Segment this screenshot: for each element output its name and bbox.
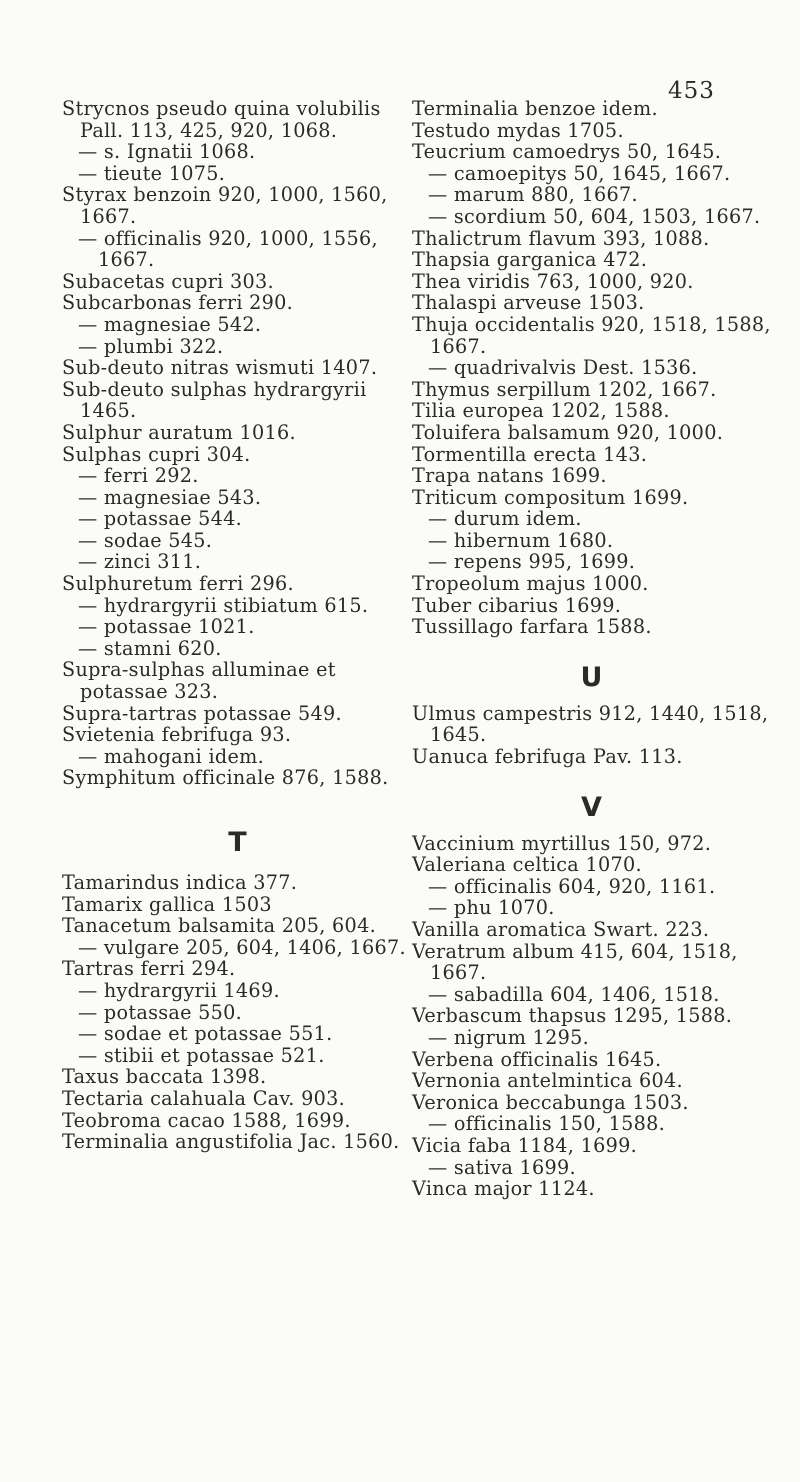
index-entry: Veronica beccabunga 1503. <box>412 1090 689 1114</box>
index-entry: — s. Ignatii 1068. <box>78 140 256 164</box>
index-entry: Testudo mydas 1705. <box>412 118 624 142</box>
index-entry: Vernonia antelmintica 604. <box>412 1069 683 1093</box>
index-entry: Sub-deuto nitras wismuti 1407. <box>62 356 378 380</box>
index-entry: — hibernum 1680. <box>428 528 614 552</box>
page-number: 453 <box>668 78 715 104</box>
index-entry: Verbena officinalis 1645. <box>412 1047 662 1071</box>
index-entry: — ferri 292. <box>78 464 199 488</box>
index-entry: — quadrivalvis Dest. 1536. <box>428 356 698 380</box>
index-entry: Thalaspi arveuse 1503. <box>412 291 645 315</box>
index-entry: Teucrium camoedrys 50, 1645. <box>412 140 722 164</box>
index-entry: Vicia faba 1184, 1699. <box>412 1133 637 1157</box>
index-entry: Thymus serpillum 1202, 1667. <box>412 377 717 401</box>
index-entry: Verbascum thapsus 1295, 1588. <box>412 1004 733 1028</box>
index-entry: Tamarindus indica 377. <box>62 871 298 894</box>
index-entry: — mahogani idem. <box>78 744 265 768</box>
index-entry: Sub-deuto sulphas hydrargyrii 1465. <box>62 377 367 423</box>
index-entry: — vulgare 205, 604, 1406, 1667. <box>78 935 406 959</box>
index-entry: — sodae 545. <box>78 528 213 552</box>
index-entry: Vanilla aromatica Swart. 223. <box>412 918 710 941</box>
right-column <box>412 98 772 1200</box>
index-entry: — potassae 1021. <box>78 615 255 639</box>
index-entry: Sulphas cupri 304. <box>62 442 251 466</box>
index-entry: Subcarbonas ferri 290. <box>62 291 294 315</box>
index-entry: — magnesiae 542. <box>78 312 262 336</box>
index-entry: Supra-sulphas alluminae et potassae 323. <box>62 658 336 704</box>
index-entry: — officinalis 150, 1588. <box>428 1112 666 1136</box>
index-entry: — scordium 50, 604, 1503, 1667. <box>428 204 761 228</box>
index-entry: Subacetas cupri 303. <box>62 269 274 293</box>
index-entry: — repens 995, 1699. <box>428 550 636 574</box>
index-entry: Toluifera balsamum 920, 1000. <box>412 420 724 444</box>
index-entry: — sabadilla 604, 1406, 1518. <box>428 982 720 1006</box>
section-heading-u: U <box>580 661 604 693</box>
index-entry: — plumbi 322. <box>78 334 224 358</box>
index-entry: Trapa natans 1699. <box>412 464 607 488</box>
index-entry: Terminalia benzoe idem. <box>412 97 658 120</box>
index-entry: Taxus baccata 1398. <box>62 1065 267 1089</box>
index-entry: — hydrargyrii 1469. <box>78 978 280 1002</box>
index-entry: — camoepitys 50, 1645, 1667. <box>428 161 731 185</box>
index-entry: — magnesiae 543. <box>78 485 262 509</box>
index-entry: — officinalis 920, 1000, 1556, 1667. <box>78 226 378 272</box>
index-entry: — officinalis 604, 920, 1161. <box>428 874 716 898</box>
index-entry: — marum 880, 1667. <box>428 183 638 207</box>
index-entry: Vinca major 1124. <box>412 1177 595 1201</box>
index-section-v <box>412 833 772 1200</box>
index-entry: Styrax benzoin 920, 1000, 1560, 1667. <box>62 183 388 228</box>
index-entry: Tuber cibarius 1699. <box>412 593 622 617</box>
section-heading-t: T <box>228 827 248 858</box>
index-entry: Tamarix gallica 1503 <box>62 892 272 916</box>
index-entry: Tartras ferri 294. <box>62 957 236 981</box>
index-entry: — hydrargyrii stibiatum 615. <box>78 593 369 617</box>
index-entry: Symphitum officinale 876, 1588. <box>62 766 389 790</box>
index-entry: Thuja occidentalis 920, 1518, 1588, 1667. <box>412 312 771 358</box>
index-entry: Strycnos pseudo quina volubilis Pall. 113, 425, 920, 1068. <box>62 97 381 142</box>
index-section-u <box>412 703 772 768</box>
index-entry: Tilia europea 1202, 1588. <box>412 399 670 423</box>
index-entry: Svietenia febrifuga 93. <box>62 723 292 747</box>
index-entry: Valeriana celtica 1070. <box>412 853 642 877</box>
index-entry: Terminalia angustifolia Jac. 1560. <box>62 1130 400 1154</box>
index-entry: Tormentilla erecta 143. <box>412 442 648 466</box>
index-entry: — tieute 1075. <box>78 161 226 185</box>
index-entry: — stamni 620. <box>78 636 222 660</box>
index-entry: Sulphuretum ferri 296. <box>62 572 294 596</box>
index-entry: Supra-tartras potassae 549. <box>62 701 342 725</box>
index-entry: — nigrum 1295. <box>428 1025 590 1049</box>
index-section-s <box>62 98 414 789</box>
index-entry: Thalictrum flavum 393, 1088. <box>412 226 710 250</box>
index-entry: Tectaria calahuala Cav. 903. <box>62 1086 345 1110</box>
index-entry: — durum idem. <box>428 507 582 531</box>
index-entry: Tanacetum balsamita 205, 604. <box>62 914 376 938</box>
index-entry: — phu 1070. <box>428 896 555 920</box>
index-entry: Thea viridis 763, 1000, 920. <box>412 269 694 293</box>
index-entry: — potassae 544. <box>78 507 243 531</box>
index-entry: Thapsia garganica 472. <box>412 248 648 272</box>
index-entry: — stibii et potassae 521. <box>78 1043 325 1067</box>
index-entry: Ulmus campestris 912, 1440, 1518, 1645. <box>412 701 769 747</box>
index-entry: Teobroma cacao 1588, 1699. <box>62 1108 351 1132</box>
left-column <box>62 98 414 1153</box>
index-entry: Triticum compositum 1699. <box>412 485 689 509</box>
index-entry: Veratrum album 415, 604, 1518, 1667. <box>412 939 738 985</box>
index-entry: Uanuca febrifuga Pav. 113. <box>412 745 683 769</box>
index-entry: Sulphur auratum 1016. <box>62 420 296 444</box>
index-entry: — sativa 1699. <box>428 1155 576 1179</box>
index-section-t-continued <box>412 98 772 638</box>
index-entry: Vaccinium myrtillus 150, 972. <box>412 831 712 855</box>
index-entry: — potassae 550. <box>78 1000 243 1024</box>
index-entry: Tussillago farfara 1588. <box>412 615 652 639</box>
index-entry: — sodae et potassae 551. <box>78 1022 333 1046</box>
section-heading-v: V <box>581 791 603 823</box>
index-entry: Tropeolum majus 1000. <box>412 572 649 596</box>
index-section-t <box>62 872 414 1153</box>
index-entry: — zinci 311. <box>78 550 202 574</box>
